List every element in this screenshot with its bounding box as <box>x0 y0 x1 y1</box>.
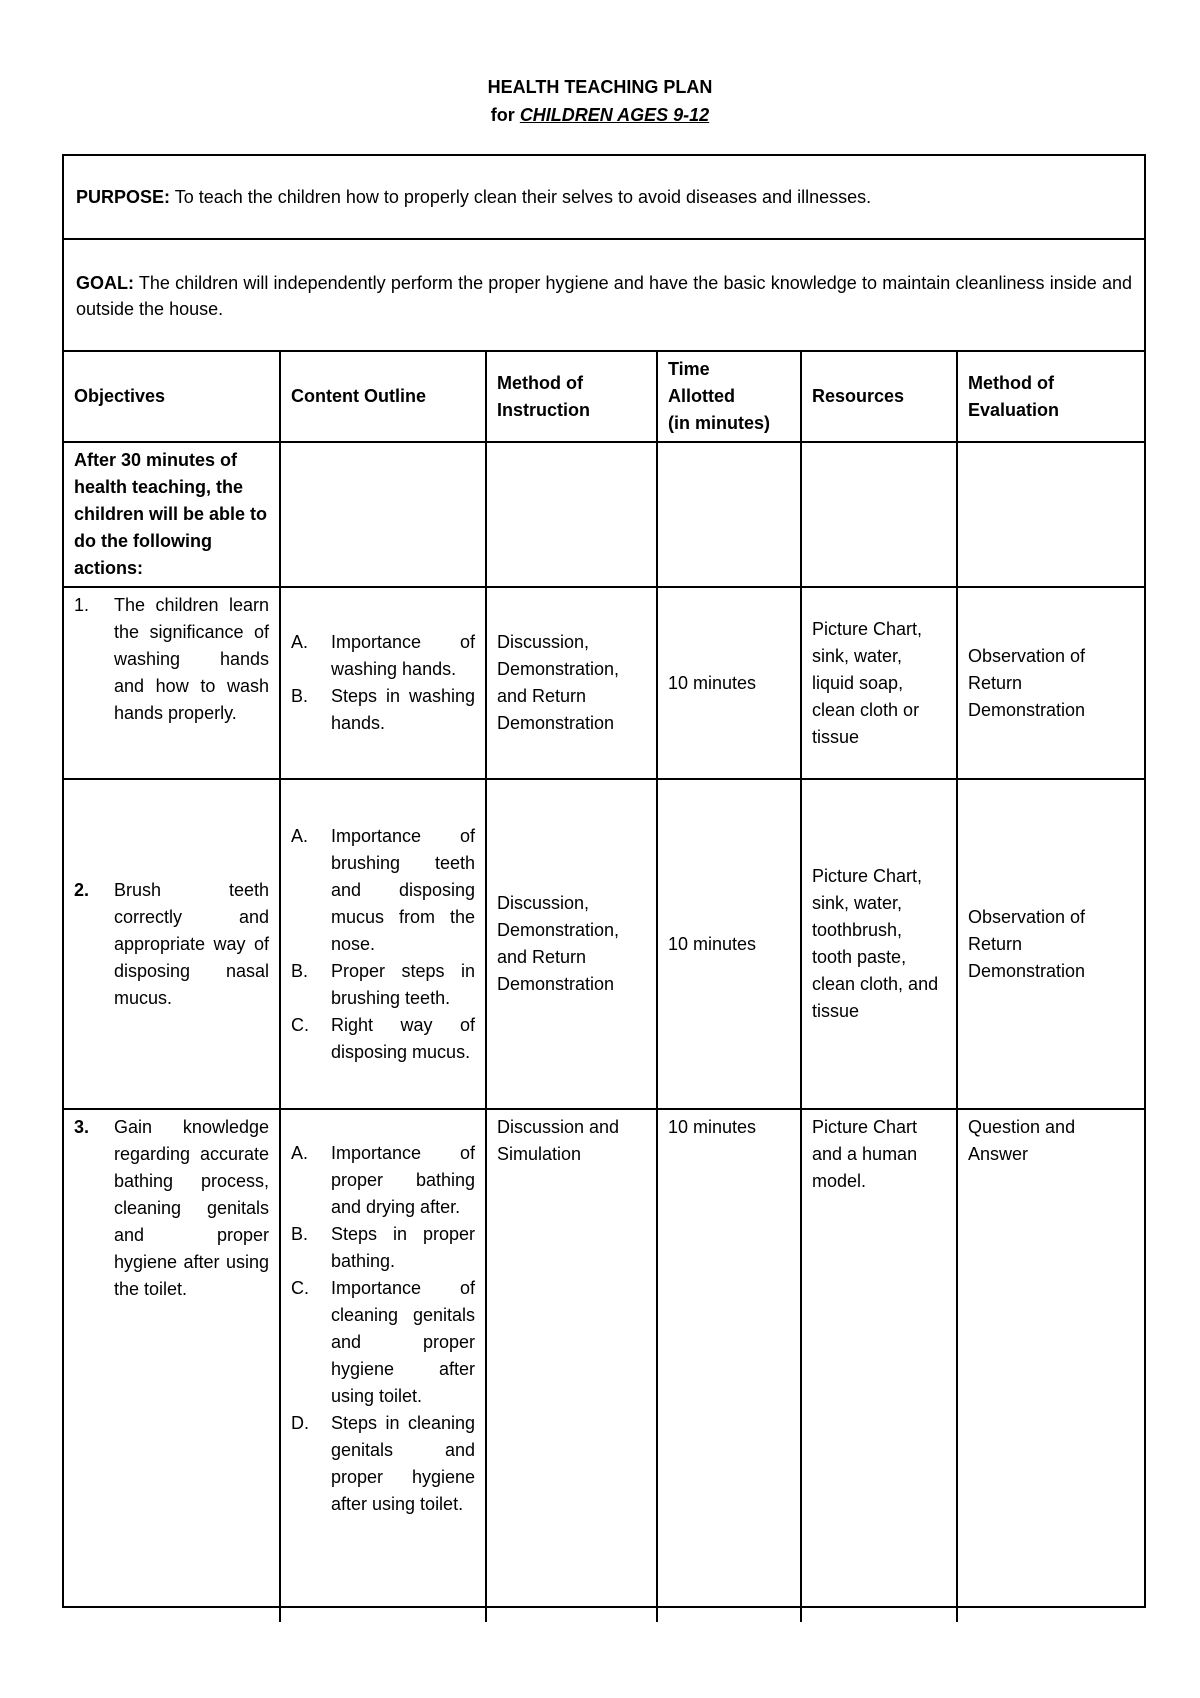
objective-cell <box>64 587 280 779</box>
content-letter: C. <box>291 1278 309 1298</box>
time-cell: 10 minutes <box>657 587 801 779</box>
header-resources: Resources <box>801 352 957 442</box>
content-item: Proper steps in brushing teeth. <box>331 960 475 1008</box>
content-item: Steps in washing hands. <box>331 686 475 733</box>
method-cell: Discussion, Demonstration, and Return Demonstration <box>486 779 657 1109</box>
objective-number: 2. <box>74 879 90 900</box>
objective-text: Brush teeth correctly and appropriate way of disposing nasal mucus. <box>114 879 269 1008</box>
objective-number: 3. <box>74 1117 90 1137</box>
objective-text: The children learn the significance of washing hands and how to wash hands properly. <box>114 595 269 723</box>
empty-cell <box>801 442 957 587</box>
method-cell: Discussion, Demonstration, and Return Demonstration <box>486 587 657 779</box>
goal-section <box>64 240 1144 352</box>
content-item: Right way of disposing mucus. <box>331 1014 475 1062</box>
table-row <box>64 587 1144 779</box>
table-header-row <box>64 352 1144 442</box>
evaluation-cell: Observation of Return Demonstration <box>957 587 1144 779</box>
empty-cell <box>280 442 486 587</box>
empty-cell <box>657 442 801 587</box>
subtitle-audience: CHILDREN AGES 9-12 <box>519 105 710 125</box>
content-letter: C. <box>291 1014 309 1035</box>
content-letter: A. <box>291 632 309 652</box>
objectives-intro: After 30 minutes of health teaching, the children will be able to do the following actions: <box>64 442 280 587</box>
content-letter: A. <box>291 1143 309 1163</box>
content-letter: A. <box>291 825 309 846</box>
teaching-plan-table <box>64 352 1144 1622</box>
page-subtitle <box>0 102 1200 128</box>
content-letter: B. <box>291 686 309 706</box>
empty-cell <box>957 442 1144 587</box>
content-item: Steps in proper bathing. <box>331 1224 475 1271</box>
evaluation-cell: Question and Answer <box>957 1109 1144 1622</box>
table-row-intro <box>64 442 1144 587</box>
header-time-line-3: (in minutes) <box>668 413 770 433</box>
header-content-outline: Content Outline <box>280 352 486 442</box>
table-row <box>64 1109 1144 1622</box>
subtitle-prefix: for <box>490 105 515 125</box>
purpose-text: To teach the children how to properly clean their selves to avoid diseases and illnesses. <box>174 187 872 207</box>
content-item: Importance of proper bathing and drying after. <box>331 1143 475 1217</box>
content-outline-cell <box>280 1109 486 1622</box>
content-item: Importance of cleaning genitals and proper hygiene after using toilet. <box>331 1278 475 1406</box>
purpose-section <box>64 156 1144 240</box>
objective-cell <box>64 779 280 1109</box>
goal-label: GOAL: <box>76 273 134 293</box>
resources-cell: Picture Chart, sink, water, liquid soap, clean cloth or tissue <box>801 587 957 779</box>
content-item: Importance of brushing teeth and disposing mucus from the nose. <box>331 825 475 954</box>
header-method-of-instruction: Method of Instruction <box>486 352 657 442</box>
objective-cell <box>64 1109 280 1622</box>
method-cell: Discussion and Simulation <box>486 1109 657 1622</box>
goal-text: The children will independently perform the proper hygiene and have the basic knowledge to maintain cleanliness inside and outside the house. <box>76 273 1132 319</box>
objective-number: 1. <box>74 595 90 615</box>
teaching-plan-frame <box>62 154 1146 1608</box>
header-time-allotted <box>657 352 801 442</box>
header-method-of-evaluation: Method of Evaluation <box>957 352 1144 442</box>
time-cell: 10 minutes <box>657 779 801 1109</box>
content-item: Importance of washing hands. <box>331 632 475 679</box>
objective-text: Gain knowledge regarding accurate bathing process, cleaning genitals and proper hygiene after using the toilet. <box>114 1117 269 1299</box>
resources-cell: Picture Chart, sink, water, toothbrush, tooth paste, clean cloth, and tissue <box>801 779 957 1109</box>
empty-cell <box>486 442 657 587</box>
page-title: HEALTH TEACHING PLAN <box>487 77 713 97</box>
content-item: Steps in cleaning genitals and proper hygiene after using toilet. <box>331 1413 475 1514</box>
header-time-line-2: Allotted <box>668 386 735 406</box>
content-letter: B. <box>291 1224 309 1244</box>
header-time-line-1: Time <box>668 359 710 379</box>
content-outline-cell <box>280 779 486 1109</box>
evaluation-cell: Observation of Return Demonstration <box>957 779 1144 1109</box>
time-cell: 10 minutes <box>657 1109 801 1622</box>
content-outline-cell <box>280 587 486 779</box>
content-letter: B. <box>291 960 309 981</box>
resources-cell: Picture Chart and a human model. <box>801 1109 957 1622</box>
purpose-label: PURPOSE: <box>76 187 171 207</box>
content-letter: D. <box>291 1413 309 1433</box>
header-objectives: Objectives <box>64 352 280 442</box>
table-row <box>64 779 1144 1109</box>
